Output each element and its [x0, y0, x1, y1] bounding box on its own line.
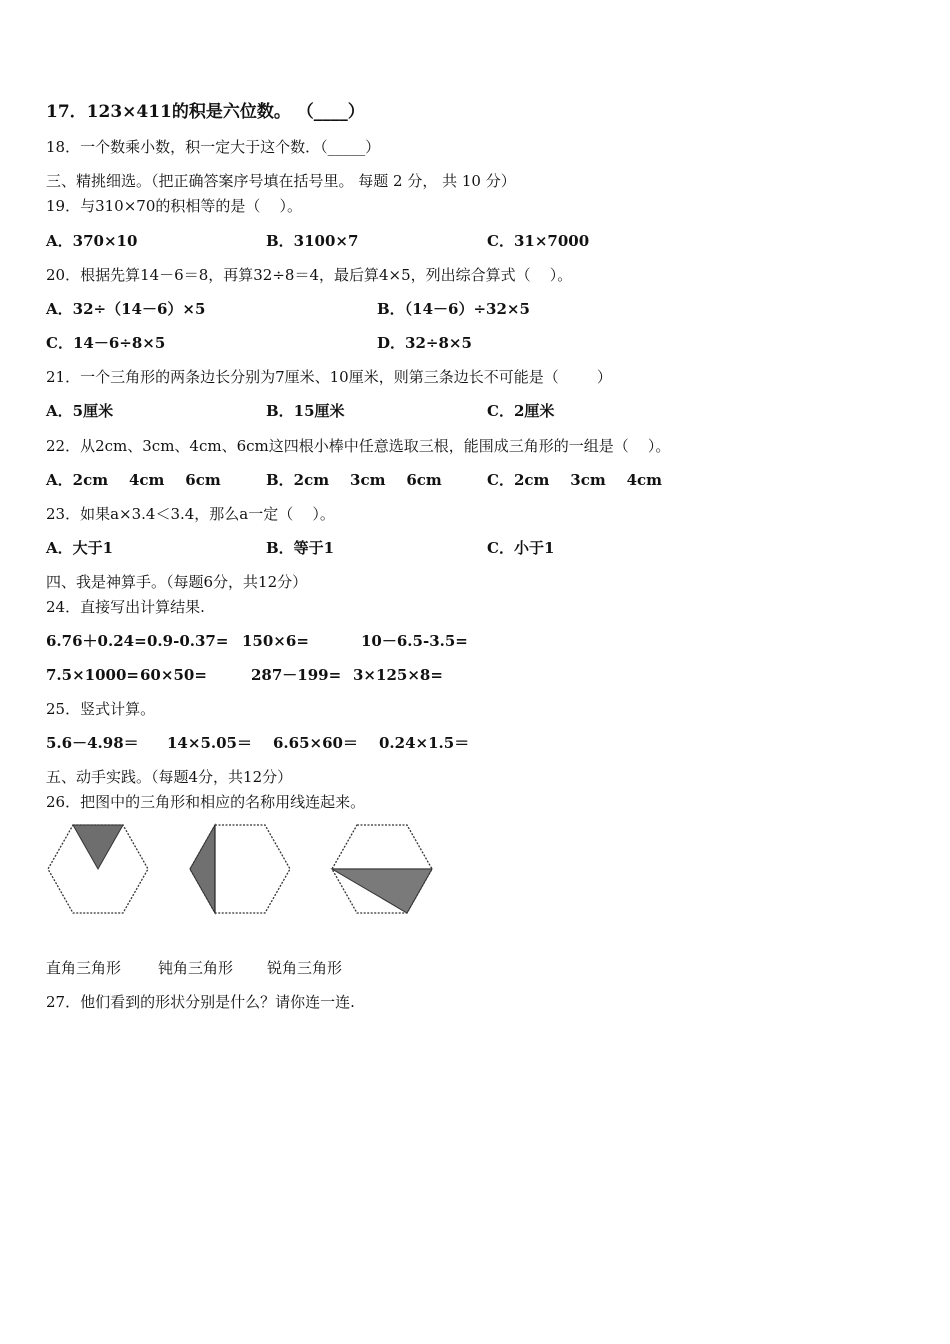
q24-expr: 6.76＋0.24=: [46, 632, 147, 650]
q21-option-a: A．5厘米: [46, 402, 114, 420]
q22-option-a: A．2cm 4cm 6cm: [46, 471, 221, 489]
q24-expr: 60×50=: [140, 666, 207, 684]
q23-option-c: C．小于1: [487, 539, 555, 557]
question-22-stem: 22．从2cm、3cm、4cm、6cm这四根小棒中任意选取三根，能围成三角形的一组是（ ）。: [46, 437, 671, 455]
question-21-stem: 21．一个三角形的两条边长分别为7厘米、10厘米，则第三条边长不可能是（ ）: [46, 368, 612, 386]
q25-expr: 6.65×60＝: [273, 734, 358, 752]
question-17: 17．123×411的积是六位数。 （____）: [46, 102, 365, 122]
q24-expr: 287－199=: [251, 666, 342, 684]
question-27: 27．他们看到的形状分别是什么？请你连一连.: [46, 993, 355, 1011]
question-20-stem: 20．根据先算14－6＝8，再算32÷8＝4，最后算4×5，列出综合算式（ ）。: [46, 266, 573, 284]
hexagon-figure-right-triangle: [46, 822, 150, 918]
triangle-name-obtuse: 钝角三角形: [158, 959, 234, 977]
q19-option-b: B．3100×7: [266, 232, 359, 250]
triangle-name-acute: 锐角三角形: [267, 959, 343, 977]
q22-option-b: B．2cm 3cm 6cm: [266, 471, 442, 489]
section-3-heading: 三、精挑细选。（把正确答案序号填在括号里。 每题 2 分， 共 10 分）: [46, 172, 516, 190]
q24-expr: 7.5×1000=: [46, 666, 139, 684]
section-4-heading: 四、我是神算手。（每题6分，共12分）: [46, 573, 308, 591]
question-26-stem: 26．把图中的三角形和相应的名称用线连起来。: [46, 793, 366, 811]
q20-option-c: C．14－6÷8×5: [46, 334, 166, 352]
q25-expr: 14×5.05＝: [167, 734, 252, 752]
q25-expr: 5.6－4.98＝: [46, 734, 139, 752]
q19-option-a: A．370×10: [46, 232, 138, 250]
section-5-heading: 五、动手实践。（每题4分，共12分）: [46, 768, 293, 786]
question-24-stem: 24．直接写出计算结果.: [46, 598, 205, 616]
question-18: 18．一个数乘小数，积一定大于这个数．（_____）: [46, 138, 381, 156]
q25-expr: 0.24×1.5＝: [379, 734, 470, 752]
question-23-stem: 23．如果a×3.4＜3.4，那么a一定（ ）。: [46, 505, 335, 523]
hexagon-figure-obtuse-triangle: [188, 822, 292, 918]
q24-expr: 3×125×8=: [353, 666, 443, 684]
q24-expr: 0.9-0.37=: [147, 632, 229, 650]
q19-option-c: C．31×7000: [487, 232, 590, 250]
q23-option-b: B．等于1: [266, 539, 335, 557]
question-19-stem: 19．与310×70的积相等的是（ ）。: [46, 197, 302, 215]
q20-option-a: A．32÷（14－6）×5: [46, 300, 206, 318]
triangle-name-right: 直角三角形: [46, 959, 122, 977]
q20-option-b: B．（14－6）÷32×5: [377, 300, 530, 318]
hexagon-figure-acute-triangle: [330, 822, 434, 918]
q20-option-d: D．32÷8×5: [377, 334, 472, 352]
question-25-stem: 25．竖式计算。: [46, 700, 156, 718]
q21-option-c: C．2厘米: [487, 402, 555, 420]
q23-option-a: A．大于1: [46, 539, 114, 557]
q21-option-b: B．15厘米: [266, 402, 345, 420]
q24-expr: 150×6=: [242, 632, 309, 650]
q24-expr: 10－6.5-3.5=: [361, 632, 468, 650]
q22-option-c: C．2cm 3cm 4cm: [487, 471, 663, 489]
